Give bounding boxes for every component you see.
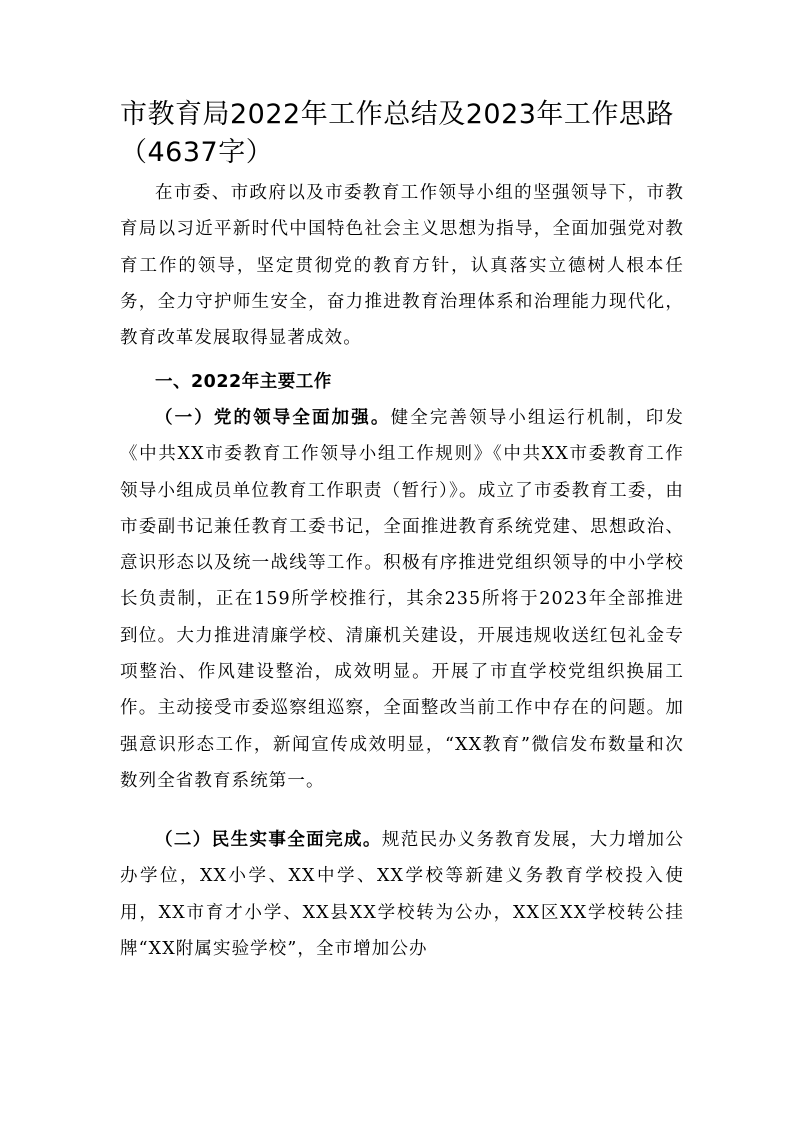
paragraph-lead: （二）民生实事全面完成。 bbox=[155, 830, 382, 850]
paragraph-party-leadership bbox=[120, 400, 684, 799]
document-title: 市教育局2022年工作总结及2023年工作思路（4637字） bbox=[120, 99, 674, 168]
paragraph-lead: （一）党的领导全面加强。 bbox=[155, 408, 391, 428]
intro-paragraph: 在市委、市政府以及市委教育工作领导小组的坚强领导下，市教育局以习近平新时代中国特色社会主义思想为指导，全面加强党对教育工作的领导，坚定贯彻党的教育方针，认真落实立德树人根本任务，全力守护师生安全，奋力推进教育治理体系和治理能力现代化，教育改革发展取得显著成效。 bbox=[120, 183, 684, 349]
paragraph-livelihood bbox=[120, 822, 684, 967]
section-heading: 一、2022年主要工作 bbox=[155, 372, 332, 392]
paragraph-text: 健全完善领导小组运行机制，印发《中共XX市委教育工作领导小组工作规则》《中共XX市委教育工作领导小组成员单位教育工作职责（暂行）》。成立了市委教育工委，由市委副书记兼任教育工委书记，全面推进教育系统党建、思想政治、意识形态以及统一战线等工作。积极有序推进党组织领导的中小学校长负责制，正在159所学校推行，其余235所将于2023年全部推进到位。大力推进清廉学校、清廉机关建设，开展违规收送红包礼金专项整治、作风建设整治，成效明显。开展了市直学校党组织换届工作。主动接受市委巡察组巡察，全面整改当前工作中存在的问题。加强意识形态工作，新闻宣传成效明显，“XX教育”微信发布数量和次数列全省教育系统第一。 bbox=[120, 408, 685, 791]
paragraph-text: 规范民办义务教育发展，大力增加公办学位，XX小学、XX中学、XX学校等新建义务教育学校投入使用，XX市育才小学、XX县XX学校转为公办，XX区XX学校转公挂牌“XX附属实验学校”，全市增加公办 bbox=[120, 830, 684, 959]
